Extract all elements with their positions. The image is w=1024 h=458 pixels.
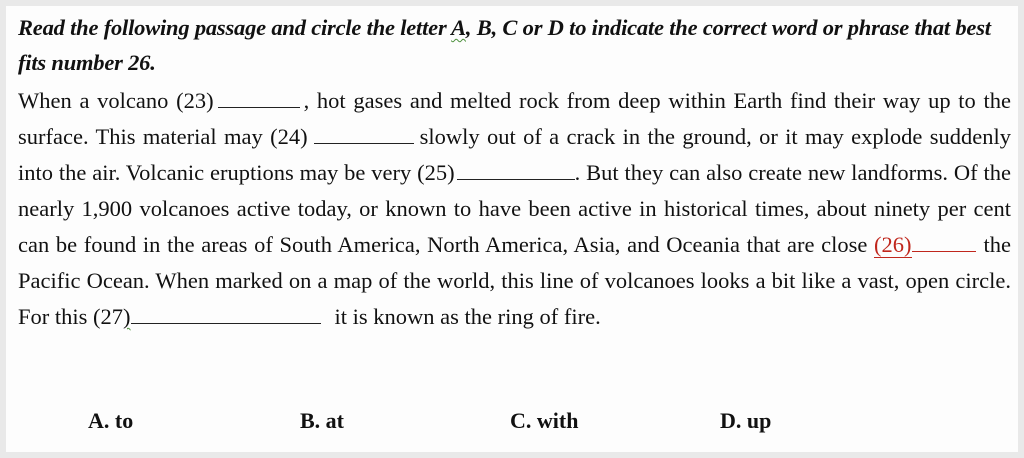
reading-passage: [18, 83, 1011, 335]
number-26-highlight: (26): [874, 232, 912, 257]
instruction-suffix: , B, C or D to indicate the correct word or phrase that best fits number 26.: [18, 15, 991, 75]
option-d[interactable]: D. up: [720, 408, 772, 433]
option-c[interactable]: C. with: [510, 408, 579, 433]
question-instruction: [18, 10, 1013, 80]
blank-23: [218, 87, 300, 108]
option-b[interactable]: B. at: [300, 408, 344, 433]
passage-text-5: the Pacific Ocean. When marked on a map of the world, this line of volcanoes looks a bit like a vast, open circle. For this (27: [18, 232, 1012, 329]
passage-text-3: slowly out of a crack in the ground, or it may explode suddenly into the air. Volcanic eruptions may be very: [18, 124, 1011, 185]
option-a[interactable]: A. to: [88, 408, 134, 433]
instruction-prefix: Read the following passage and circle the letter: [18, 15, 452, 40]
instruction-letter-a: A: [451, 15, 466, 40]
number-27-close: ): [123, 304, 131, 329]
blank-27: [131, 303, 321, 324]
passage-text-2: , hot gases and melted rock from deep within Earth find their way up to the surface. This material may (24): [18, 88, 1011, 149]
passage-text-4: . But they can also create new landforms. Of the nearly 1,900 volcanoes active today, or known to have been active in historical times, about ninety per cent can be found in the areas of South America, North America, Asia, and Oceania that are close: [18, 160, 1011, 257]
blank-24: [314, 123, 414, 144]
blank-26: [912, 231, 976, 252]
number-25: (25): [417, 160, 455, 185]
passage-text-6: it is known as the ring of fire.: [334, 304, 601, 329]
passage-text-1: When a volcano (23): [18, 88, 214, 113]
answer-options: [0, 408, 1024, 444]
blank-25: [457, 159, 575, 180]
